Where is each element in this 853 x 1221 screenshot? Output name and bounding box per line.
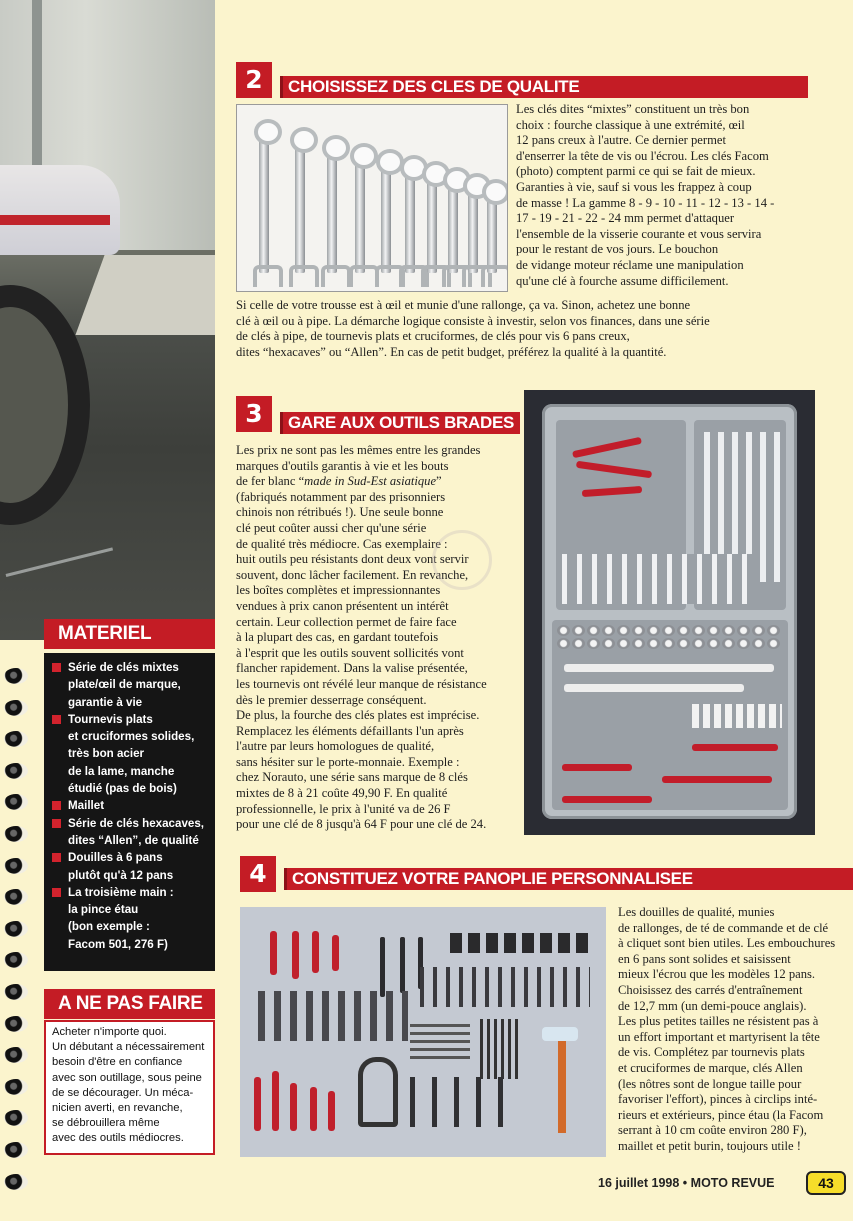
text-line: huit outils peu résistants dont deux vont servir: [236, 552, 469, 567]
materiel-item: La troisième main : la pince étau (bon exemple : Facom 501, 276 F): [52, 884, 211, 953]
spiral-ring: [4, 984, 30, 1002]
text-line: Si celle de votre trousse est à œil et munie d'une rallonge, ça va. Sinon, achetez une bonne: [236, 298, 691, 312]
text-line: Garanties à vie, sauf si vous les frappez à coup: [516, 179, 752, 194]
text-line: 12 pans creux à l'autre. Ce dernier permet: [516, 133, 726, 148]
text-line: à la plupart des cas, en gardant toutefois: [236, 630, 439, 645]
text-line: Les plus petites tailles ne résistent pas à: [618, 1014, 819, 1029]
text-line: Un débutant a nécessairement: [52, 1041, 205, 1054]
section-4-number: 4: [240, 856, 276, 892]
materiel-box: [44, 653, 215, 971]
spiral-ring: [4, 1110, 30, 1128]
text-line: dites “hexacaves” ou “Allen”. En cas de petit budget, préférez la qualité à la quantité.: [236, 344, 667, 359]
text-line: avec des outils médiocres.: [52, 1132, 184, 1145]
text-line: se débrouillera même: [52, 1117, 160, 1130]
spiral-ring: [4, 921, 30, 939]
footer-bullet: •: [682, 1176, 688, 1190]
text-line: souvent, donc lâcher facilement. En revanche,: [236, 567, 469, 582]
section-3-title: GARE AUX OUTILS BRADES: [280, 412, 520, 434]
text-line: (fabriqués notamment par des prisonniers: [236, 489, 446, 504]
text-line: rieurs et extérieurs, pince étau (la Facom: [618, 1107, 824, 1122]
materiel-list: [44, 653, 215, 953]
spiral-ring: [4, 1174, 30, 1192]
text-line: de clés à pipe, de tournevis plats et cruciformes, de clés pour vis 6 pans creux,: [236, 329, 630, 344]
text-line: clé à œil ou à pipe. La démarche logique consiste à investir, selon vos finances, dans une série: [236, 313, 710, 328]
text-line: de masse ! La gamme 8 - 9 - 10 - 11 - 12 - 13 - 14 -: [516, 195, 775, 210]
spiral-ring: [4, 1142, 30, 1160]
text-line: (photo) comptent parmi ce qui se fait de mieux.: [516, 164, 756, 179]
text-line: dès le premier desserrage conséquent.: [236, 692, 427, 707]
text-line: Acheter n'importe quoi.: [52, 1026, 167, 1038]
text-line: clé peut coûter aussi cher qu'une série: [236, 520, 427, 535]
text-line: nicien averti, en revanche,: [52, 1102, 183, 1115]
text-line: de vidange moteur réclame une manipulation: [516, 257, 744, 272]
text-line: les boîtes complètes et impressionnantes: [236, 583, 441, 598]
a-ne-pas-faire-title: A NE PAS FAIRE: [44, 989, 215, 1019]
spiral-ring: [4, 889, 30, 907]
wrench-set-photo: [236, 104, 508, 292]
section-4-title: CONSTITUEZ VOTRE PANOPLIE PERSONNALISEE: [284, 868, 853, 890]
a-ne-pas-faire-text: [46, 1022, 213, 1147]
text-line: les tournevis ont révélé leur manque de résistance: [236, 676, 487, 691]
section-2-text-right: [516, 102, 816, 289]
materiel-item: Maillet: [52, 797, 211, 814]
materiel-item: Douilles à 6 pans plutôt qu'à 12 pans: [52, 849, 211, 884]
text-line: l'autre par leurs homologues de qualité,: [236, 739, 435, 754]
text-line: serrant à 10 cm coûte environ 280 F),: [618, 1123, 807, 1138]
spiral-ring: [4, 668, 30, 686]
motorcycle-photo: [0, 0, 215, 640]
materiel-item: Série de clés mixtes plate/œil de marque, garantie à vie: [52, 659, 211, 711]
materiel-item: Tournevis plats et cruciformes solides, très bon acier de la lame, manche étudié (pas de bois): [52, 711, 211, 797]
text-line: mieux l'écrou que les modèles 12 pans.: [618, 967, 816, 982]
tool-collection-photo: [240, 907, 606, 1157]
toolbox-case-photo: [524, 390, 815, 835]
text-line: Choisissez des carrés d'entraînement: [618, 982, 803, 997]
text-line: vendues à prix canon présentent un intérêt: [236, 598, 449, 613]
materiel-item: Série de clés hexacaves, dites “Allen”, de qualité: [52, 815, 211, 850]
spiral-ring: [4, 731, 30, 749]
page-number: 43: [806, 1171, 846, 1195]
text-line: (les nôtres sont de longue taille pour: [618, 1076, 802, 1091]
spiral-ring: [4, 952, 30, 970]
text-line: favoriser l'effort), pinces à circlips inté-: [618, 1092, 818, 1107]
text-line: De plus, la fourche des clés plates est imprécise.: [236, 708, 480, 723]
text-line: à cliquet sont bien utiles. Les embouchures: [618, 936, 836, 951]
text-line: besoin d'être en confiance: [52, 1056, 183, 1069]
text-line: chinois non rétribués !). Une seule bonne: [236, 505, 444, 520]
spiral-ring: [4, 858, 30, 876]
spiral-ring: [4, 794, 30, 812]
section-3-text: Les prix ne sont pas les mêmes entre les grandes marques d'outils garantis à vie et les bouts de fer blanc “made in Sud-Est asiatique” (fabriqués notamment par des prisonniers chinois non rétribués !). Une seule bonne clé peut coûter aussi cher qu'une série de qualité très médiocre. Cas exemplaire : huit outils peu résistants dont deux vont servir souvent, donc lâcher facilement. En revanche, les boîtes complètes et impressionnantes vendues à prix canon présentent un intérêt certain. Leur collection permet de faire face à la plupart des cas, en gardant toutefois à l'esprit que les outils souvent sollicités vont flancher rapidement. Dans la valise présentée, les tournevis ont révélé leur manque de résistance dès le premier desserrage conséquent. De plus, la fourche des clés plates est imprécise. Remplacez les éléments défaillants l'un après l'autre par leurs homologues de qualité, sans hésiter sur le porte-monnaie. Exemple : chez Norauto, une série sans marque de 8 clés mixtes de 8 à 21 coûte 49,90 F. En qualité professionnelle, le prix à l'unité va de 26 F pour une clé de 8 jusqu'à 64 F pour une clé de 24.: [236, 443, 522, 833]
text-line: qu'une clé à fourche assume difficilement.: [516, 273, 729, 288]
text-line: de rallonges, de té de commande et de clé: [618, 920, 829, 935]
spiral-ring: [4, 1047, 30, 1065]
spiral-ring: [4, 1016, 30, 1034]
section-3-number: 3: [236, 396, 272, 432]
text-line: Remplacez les éléments défaillants l'un après: [236, 723, 464, 738]
text-line: chez Norauto, une série sans marque de 8 clés: [236, 770, 468, 785]
text-line: maillet et petit burin, toujours utile !: [618, 1138, 801, 1153]
spiral-ring: [4, 1079, 30, 1097]
text-line: certain. Leur collection permet de faire face: [236, 614, 457, 629]
text-line: Les clés dites “mixtes” constituent un très bon: [516, 102, 750, 116]
section-2-title: CHOISISSEZ DES CLES DE QUALITE: [280, 76, 808, 98]
text-line: sans hésiter sur le porte-monnaie. Exemple :: [236, 754, 460, 769]
text-line: de 12,7 mm (un demi-pouce anglais).: [618, 998, 807, 1013]
text-line: de vis. Complétez par tournevis plats: [618, 1045, 805, 1060]
text-line: avec son outillage, sous peine: [52, 1071, 202, 1084]
section-4-text: [618, 905, 853, 1155]
text-line: pour le restant de vos jours. Le bouchon: [516, 242, 719, 257]
text-line: et cruciformes de marque, clés Allen: [618, 1060, 803, 1075]
text-line: 17 - 19 - 21 - 22 - 24 mm permet d'attaquer: [516, 211, 735, 226]
a-ne-pas-faire-box: [44, 1020, 215, 1155]
footer-date: 16 juillet 1998: [598, 1176, 680, 1190]
materiel-title: MATERIEL: [44, 619, 215, 649]
spiral-ring: [4, 826, 30, 844]
text-line: à l'esprit que les outils souvent sollicités vont: [236, 645, 464, 660]
spiral-ring: [4, 700, 30, 718]
text-line: pour une clé de 8 jusqu'à 64 F pour une clé de 24.: [236, 817, 487, 832]
text-line: l'ensemble de la visserie courante et vous servira: [516, 226, 762, 241]
text-line: de qualité très médiocre. Cas exemplaire :: [236, 536, 448, 551]
text-line: Les douilles de qualité, munies: [618, 905, 775, 919]
text-line: mixtes de 8 à 21 coûte 49,90 F. En qualité: [236, 786, 448, 801]
watermark-stamp: [432, 530, 492, 590]
footer-magazine: MOTO REVUE: [690, 1176, 775, 1190]
text-line: choix : fourche classique à une extrémité, œil: [516, 117, 745, 132]
text-line: en 6 pans sont solides et saisissent: [618, 951, 791, 966]
section-2-number: 2: [236, 62, 272, 98]
section-2-text-full: [236, 298, 816, 360]
footer-credit: [598, 1176, 774, 1190]
text-line: d'enserrer la tête de vis ou l'écrou. Les clés Facom: [516, 148, 769, 163]
spiral-ring: [4, 763, 30, 781]
text-line: flancher rapidement. Dans la valise présentée,: [236, 661, 468, 676]
text-line: professionnelle, le prix à l'unité va de 26 F: [236, 801, 451, 816]
text-line: de se décourager. Un méca-: [52, 1086, 194, 1099]
text-line: un effort important et martyrisent la tête: [618, 1029, 820, 1044]
